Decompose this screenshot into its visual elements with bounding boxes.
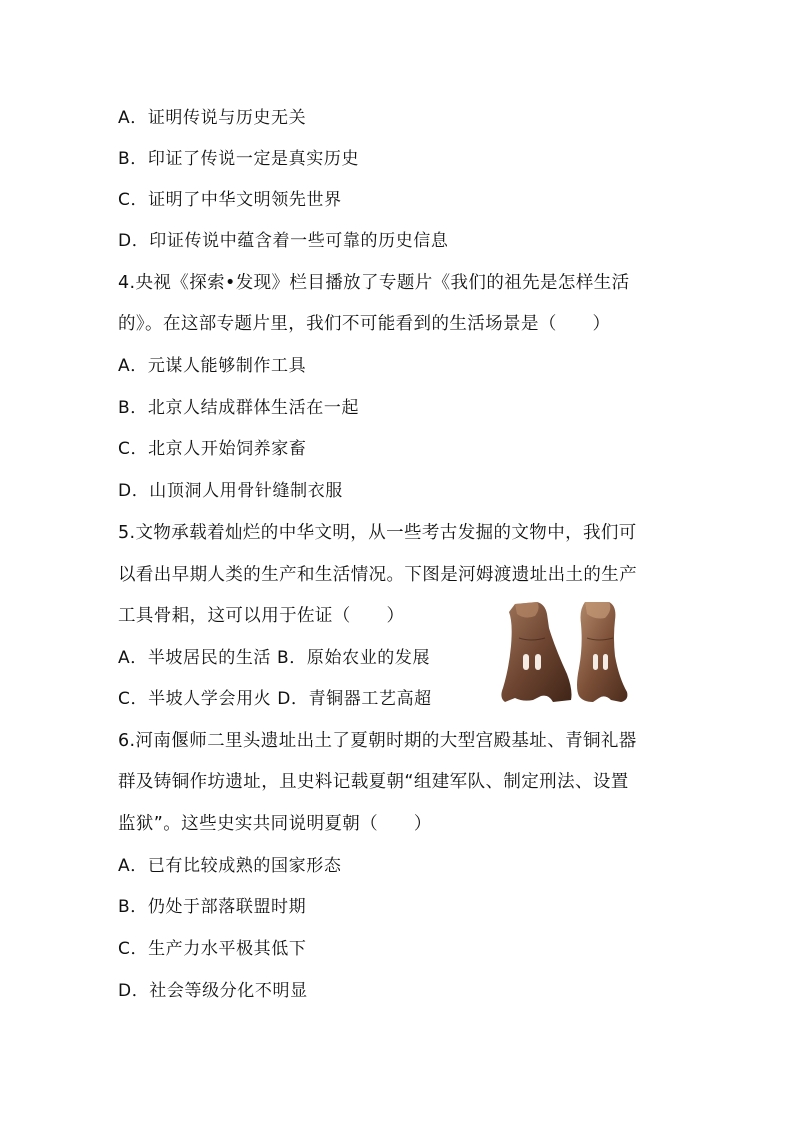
q3-option-d: D．印证传说中蕴含着一些可靠的历史信息 (118, 231, 449, 251)
q6-stem-line-3: 监狱”。这些史实共同说明夏朝（ ） (118, 814, 432, 834)
q4-option-a: A．元谋人能够制作工具 (118, 356, 307, 376)
q5-stem-line-2: 以看出早期人类的生产和生活情况。下图是河姆渡遗址出土的生产 (118, 565, 638, 585)
q5-option-ab: A．半坡居民的生活 B．原始农业的发展 (118, 648, 431, 668)
q5-stem-line-1: 5.文物承载着灿烂的中华文明，从一些考古发掘的文物中，我们可 (118, 523, 637, 543)
q4-option-d: D．山顶洞人用骨针缝制衣服 (118, 481, 343, 501)
q6-stem-line-2: 群及铸铜作坊遗址，且史料记载夏朝“组建军队、制定刑法、设置 (118, 772, 629, 792)
q3-option-a: A．证明传说与历史无关 (118, 108, 307, 128)
q3-option-b: B．印证了传说一定是真实历史 (118, 149, 360, 169)
q6-option-c: C．生产力水平极其低下 (118, 939, 307, 959)
q4-option-b: B．北京人结成群体生活在一起 (118, 398, 360, 418)
q6-option-b: B．仍处于部落联盟时期 (118, 897, 307, 917)
q5-option-cd: C．半坡人学会用火 D．青铜器工艺高超 (118, 689, 432, 709)
q4-stem-line-1: 4.央视《探索•发现》栏目播放了专题片《我们的祖先是怎样生活 (118, 273, 630, 293)
q5-stem-line-3: 工具骨耜，这可以用于佐证（ ） (118, 606, 405, 626)
q6-option-d: D．社会等级分化不明显 (118, 981, 308, 1001)
q4-stem-line-2: 的》。在这部专题片里，我们不可能看到的生活场景是（ ） (118, 314, 611, 334)
q3-option-c: C．证明了中华文明领先世界 (118, 190, 342, 210)
q6-stem-line-1: 6.河南偃师二里头遗址出土了夏朝时期的大型宫殿基址、青铜礼器 (118, 731, 637, 751)
q4-option-c: C．北京人开始饲养家畜 (118, 439, 307, 459)
q6-option-a: A．已有比较成熟的国家形态 (118, 856, 342, 876)
bone-spade-photo (475, 598, 645, 706)
